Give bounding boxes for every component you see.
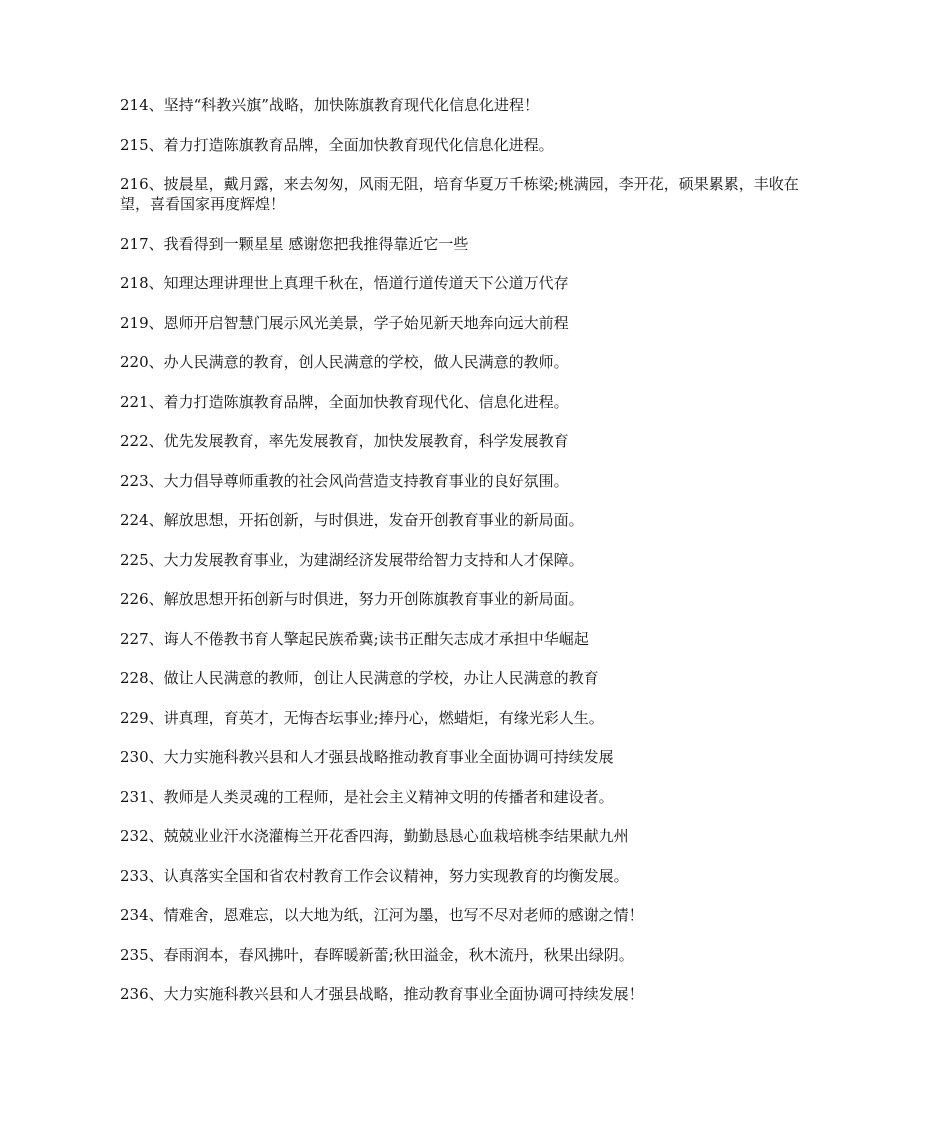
item-number: 215、	[120, 135, 164, 154]
item-text: 大力倡导尊师重教的社会风尚营造支持教育事业的良好氛围。	[163, 471, 569, 490]
item-number: 226、	[120, 590, 164, 608]
item-text: 兢兢业业汗水浇灌梅兰开花香四海，勤勤恳恳心血栽培桃李结果献九州	[163, 827, 629, 845]
list-item	[120, 866, 820, 886]
list-item	[120, 234, 820, 254]
list-item	[120, 589, 820, 609]
list-item	[120, 747, 820, 767]
item-number: 224、	[120, 511, 164, 529]
item-text: 大力发展教育事业，为建湖经济发展带给智力支持和人才保障。	[163, 550, 584, 569]
list-item	[120, 550, 820, 570]
item-text: 着力打造陈旗教育品牌，全面加快教育现代化、信息化进程。	[163, 392, 569, 411]
list-item	[120, 471, 820, 491]
list-item	[120, 392, 820, 412]
item-number: 223、	[120, 471, 164, 490]
item-number: 219、	[120, 313, 164, 332]
item-number: 233、	[120, 866, 164, 885]
item-number: 234、	[120, 906, 164, 924]
item-text: 做让人民满意的教师，创让人民满意的学校，办让人民满意的教育	[163, 669, 599, 687]
item-number: 221、	[120, 392, 164, 411]
list-item	[120, 174, 820, 214]
item-text: 我看得到一颗星星 感谢您把我推得靠近它一些	[163, 234, 469, 253]
list-item	[120, 431, 820, 451]
item-number: 214、	[120, 96, 164, 114]
item-text: 大力实施科教兴县和人才强县战略推动教育事业全面协调可持续发展	[163, 748, 614, 766]
document-content	[120, 95, 820, 1024]
item-number: 220、	[120, 353, 164, 371]
item-number: 232、	[120, 827, 164, 845]
list-item	[120, 826, 820, 846]
item-number: 218、	[120, 274, 164, 292]
item-number: 216、	[120, 175, 164, 193]
list-item	[120, 510, 820, 530]
item-text: 春雨润本，春风拂叶，春晖暖新蕾;秋田溢金，秋木流丹，秋果出绿阴。	[163, 945, 634, 964]
list-item	[120, 273, 820, 293]
item-text: 教师是人类灵魂的工程师，是社会主义精神文明的传播者和建设者。	[163, 787, 614, 806]
item-number: 225、	[120, 550, 164, 569]
item-text: 恩师开启智慧门展示风光美景，学子始见新天地奔向远大前程	[163, 313, 569, 332]
item-text: 坚持“科教兴旗”战略，加快陈旗教育现代化信息化进程！	[163, 96, 539, 114]
item-text: 大力实施科教兴县和人才强县战略，推动教育事业全面协调可持续发展！	[163, 985, 644, 1003]
item-text: 着力打造陈旗教育品牌，全面加快教育现代化信息化进程。	[163, 135, 554, 154]
item-number: 235、	[120, 945, 164, 964]
item-number: 231、	[120, 787, 164, 806]
list-item	[120, 352, 820, 372]
list-item	[120, 708, 820, 728]
item-number: 228、	[120, 669, 164, 687]
list-item	[120, 95, 820, 115]
item-text: 办人民满意的教育，创人民满意的学校，做人民满意的教师。	[163, 353, 569, 371]
item-number: 222、	[120, 432, 164, 450]
item-text: 优先发展教育，率先发展教育，加快发展教育，科学发展教育	[163, 432, 569, 450]
list-item	[120, 984, 820, 1004]
list-item	[120, 668, 820, 688]
item-number: 229、	[120, 708, 164, 727]
item-number: 227、	[120, 629, 164, 648]
item-text: 情难舍，恩难忘，以大地为纸，江河为墨，也写不尽对老师的感谢之情！	[163, 906, 644, 924]
item-number: 217、	[120, 234, 164, 253]
list-item	[120, 905, 820, 925]
list-item	[120, 629, 820, 649]
list-item	[120, 313, 820, 333]
item-text: 解放思想，开拓创新，与时俱进，发奋开创教育事业的新局面。	[163, 511, 584, 529]
item-text: 诲人不倦教书育人擎起民族希冀;读书正酣矢志成才承担中华崛起	[163, 629, 589, 648]
item-text: 披晨星，戴月露，来去匆匆，风雨无阻，培育华夏万千栋梁;桃满园，李开花，硕果累累，丰收在望，喜看国家再度辉煌！	[120, 175, 799, 213]
item-text: 解放思想开拓创新与时俱进，努力开创陈旗教育事业的新局面。	[163, 590, 584, 608]
item-number: 230、	[120, 748, 164, 766]
list-item	[120, 945, 820, 965]
item-text: 认真落实全国和省农村教育工作会议精神，努力实现教育的均衡发展。	[163, 866, 629, 885]
list-item	[120, 787, 820, 807]
item-number: 236、	[120, 985, 164, 1003]
list-item	[120, 135, 820, 155]
item-text: 讲真理，育英才，无悔杏坛事业;捧丹心，燃蜡炬，有缘光彩人生。	[163, 708, 604, 727]
item-text: 知理达理讲理世上真理千秋在，悟道行道传道天下公道万代存	[163, 274, 569, 292]
